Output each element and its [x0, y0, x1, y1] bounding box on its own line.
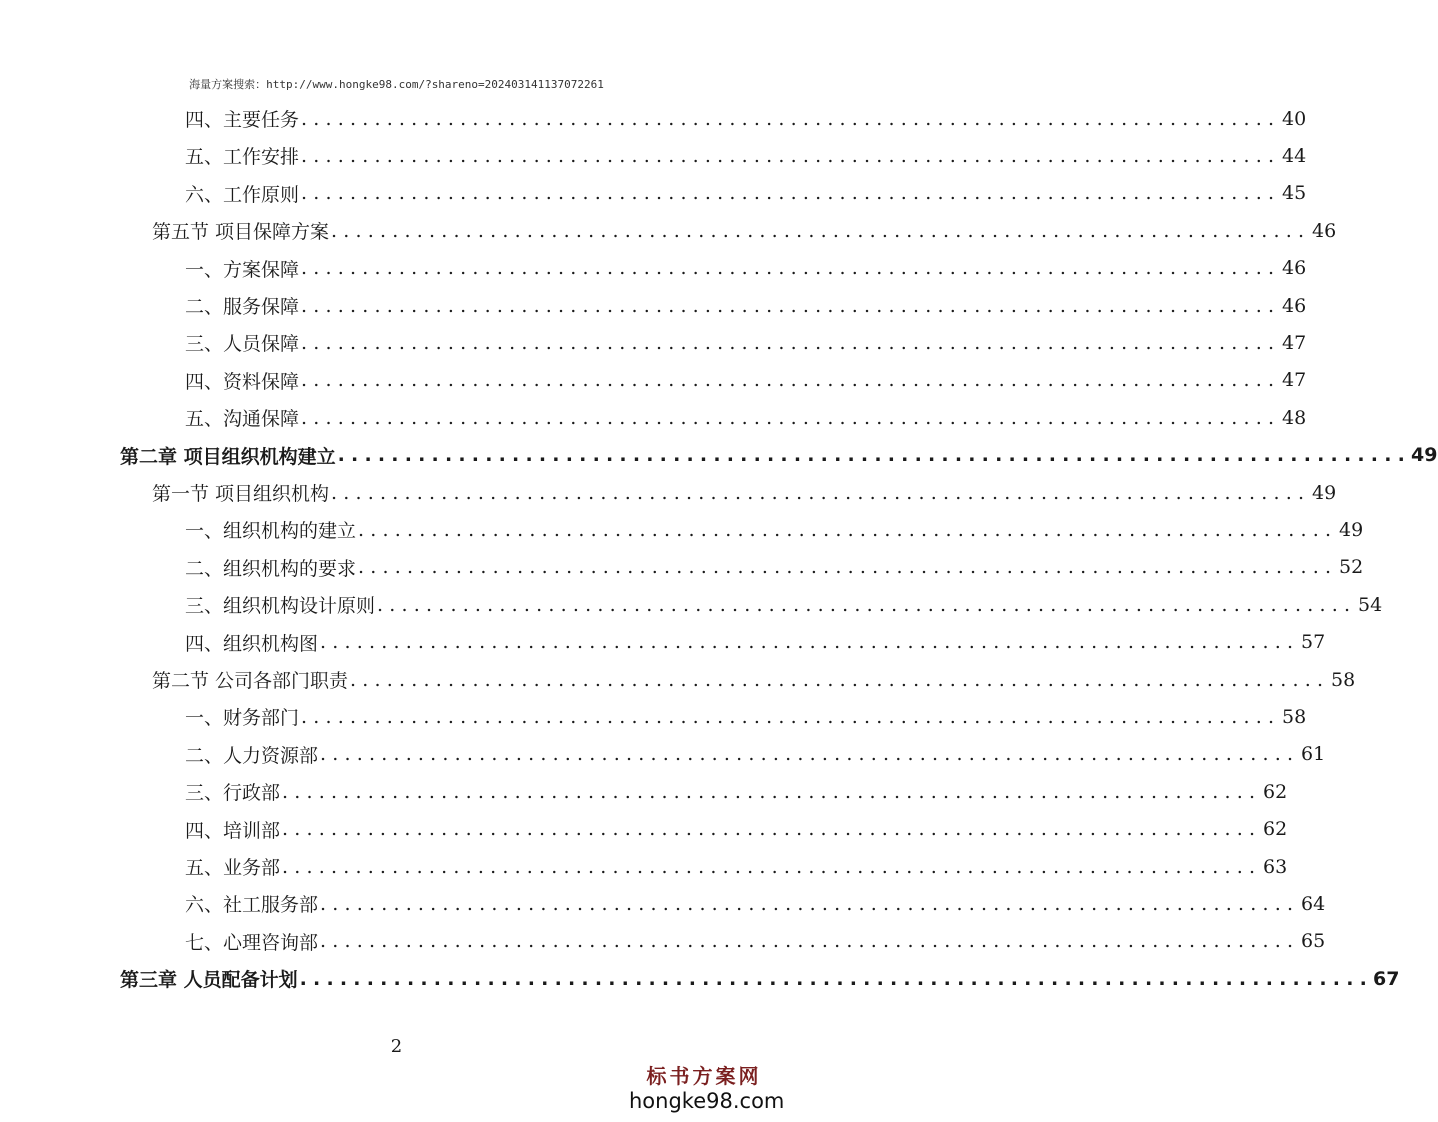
toc-entry-label: 七、心理咨询部 [185, 931, 319, 954]
toc-entry-page: 62 [1263, 818, 1288, 841]
toc-entry-page: 49 [1411, 444, 1438, 467]
toc-entry-label: 第一节 项目组织机构 [152, 483, 330, 505]
toc-entry-item[interactable] [185, 175, 1307, 212]
toc-entry-item[interactable] [185, 885, 1326, 922]
toc-entry-item[interactable] [185, 549, 1364, 586]
header-search-note: 海量方案搜索：http://www.hongke98.com/?shareno=202403141137072261 [189, 78, 604, 91]
toc-entry-label: 第五节 项目保障方案 [152, 221, 330, 244]
toc-dot-leader: ................................................................................ [320, 743, 1300, 766]
toc-entry-chapter[interactable] [120, 437, 1438, 474]
toc-dot-leader: ................................................................................ [301, 705, 1281, 728]
toc-entry-label: 一、组织机构的建立 [185, 520, 357, 543]
toc-dot-leader: ................................................................................ [301, 331, 1281, 354]
toc-entry-section[interactable] [152, 661, 1356, 698]
toc-entry-item[interactable] [185, 586, 1383, 623]
page-number: 2 [390, 1036, 403, 1057]
toc-entry-page: 54 [1358, 593, 1383, 616]
toc-entry-label: 第二节 公司各部门职责 [152, 670, 349, 692]
toc-entry-section[interactable] [152, 212, 1337, 249]
toc-dot-leader: ................................................................................ [301, 406, 1281, 429]
toc-entry-page: 47 [1282, 331, 1307, 354]
toc-entry-page: 45 [1282, 182, 1307, 205]
toc-entry-chapter[interactable] [120, 960, 1400, 997]
toc-entry-item[interactable] [185, 399, 1307, 436]
toc-entry-label: 第二章 项目组织机构建立 [120, 445, 336, 468]
toc-entry-page: 61 [1301, 743, 1326, 766]
toc-dot-leader: ................................................................................ [301, 107, 1281, 130]
toc-entry-label: 五、沟通保障 [185, 408, 300, 431]
toc-entry-item[interactable] [185, 511, 1364, 548]
toc-entry-page: 58 [1331, 668, 1356, 691]
toc-dot-leader: ................................................................................ [331, 481, 1311, 504]
toc-entry-page: 57 [1301, 631, 1326, 654]
toc-dot-leader: ................................................................................ [301, 369, 1281, 392]
toc-entry-label: 二、人力资源部 [185, 744, 319, 767]
toc-entry-page: 67 [1373, 967, 1400, 990]
toc-entry-label: 五、业务部 [185, 857, 281, 879]
toc-entry-page: 65 [1301, 930, 1326, 953]
toc-entry-item[interactable] [185, 736, 1326, 773]
toc-entry-label: 六、社工服务部 [185, 894, 319, 917]
toc-dot-leader: ................................................................................ [377, 593, 1357, 616]
toc-entry-label: 一、方案保障 [185, 258, 300, 281]
toc-entry-page: 46 [1282, 294, 1307, 317]
toc-dot-leader: ................................................................................ [320, 892, 1300, 915]
toc-dot-leader: ................................................................................ [301, 144, 1281, 167]
toc-entry-label: 六、工作原则 [185, 183, 300, 206]
toc-entry-label: 三、人员保障 [185, 333, 300, 356]
toc-entry-page: 64 [1301, 892, 1326, 915]
toc-entry-item[interactable] [185, 362, 1307, 399]
toc-entry-page: 44 [1282, 144, 1307, 167]
toc-dot-leader: ................................................................................ [282, 855, 1262, 878]
toc-entry-page: 49 [1339, 518, 1364, 541]
toc-entry-page: 58 [1282, 705, 1307, 728]
toc-dot-leader: ................................................................................ [358, 518, 1338, 541]
toc-entry-page: 40 [1282, 107, 1307, 130]
toc-entry-label: 四、培训部 [185, 819, 281, 842]
toc-entry-item[interactable] [185, 624, 1326, 661]
watermark-domain: hongke98.com [629, 1089, 785, 1113]
watermark-logo [629, 1064, 785, 1114]
toc-dot-leader: ................................................................................ [301, 257, 1281, 280]
toc-entry-label: 三、组织机构设计原则 [185, 595, 376, 618]
toc-entry-page: 62 [1263, 780, 1288, 803]
toc-entry-item[interactable] [185, 773, 1288, 810]
toc-entry-label: 四、主要任务 [185, 109, 300, 131]
toc-entry-page: 46 [1282, 257, 1307, 280]
toc-entry-label: 一、财务部门 [185, 707, 300, 730]
toc-entry-page: 46 [1312, 219, 1337, 242]
toc-entry-item[interactable] [185, 324, 1307, 361]
toc-entry-item[interactable] [185, 811, 1288, 848]
toc-entry-item[interactable] [185, 100, 1307, 137]
toc-entry-item[interactable] [185, 250, 1307, 287]
toc-entry-label: 四、资料保障 [185, 370, 300, 393]
toc-entry-item[interactable] [185, 287, 1307, 324]
toc-dot-leader: ................................................................................ [299, 967, 1374, 990]
toc-entry-page: 48 [1282, 406, 1307, 429]
toc-entry-page: 49 [1312, 481, 1337, 504]
toc-entry-item[interactable] [185, 923, 1326, 960]
toc-entry-label: 五、工作安排 [185, 146, 300, 169]
toc-dot-leader: ................................................................................ [337, 444, 1412, 467]
toc-entry-label: 四、组织机构图 [185, 632, 319, 655]
toc-dot-leader: ................................................................................ [301, 294, 1281, 317]
toc-entry-item[interactable] [185, 848, 1288, 885]
toc-entry-section[interactable] [152, 474, 1337, 511]
toc-dot-leader: ................................................................................ [320, 631, 1300, 654]
toc-entry-item[interactable] [185, 698, 1307, 735]
toc-dot-leader: ................................................................................ [282, 780, 1262, 803]
toc-entry-label: 三、行政部 [185, 782, 281, 805]
toc-dot-leader: ................................................................................ [350, 668, 1330, 691]
toc-dot-leader: ................................................................................ [282, 818, 1262, 841]
toc-entry-label: 第三章 人员配备计划 [120, 969, 298, 992]
toc-entry-item[interactable] [185, 137, 1307, 174]
toc-dot-leader: ................................................................................ [301, 182, 1281, 205]
toc-dot-leader: ................................................................................ [320, 930, 1300, 953]
toc-dot-leader: ................................................................................ [358, 556, 1338, 579]
toc-entry-page: 52 [1339, 556, 1364, 579]
toc-entry-label: 二、服务保障 [185, 296, 300, 318]
watermark-title: 标书方案网 [646, 1064, 762, 1088]
toc-dot-leader: ................................................................................ [331, 219, 1311, 242]
toc-entry-page: 47 [1282, 369, 1307, 392]
toc-entry-page: 63 [1263, 855, 1288, 878]
toc-entry-label: 二、组织机构的要求 [185, 557, 357, 580]
